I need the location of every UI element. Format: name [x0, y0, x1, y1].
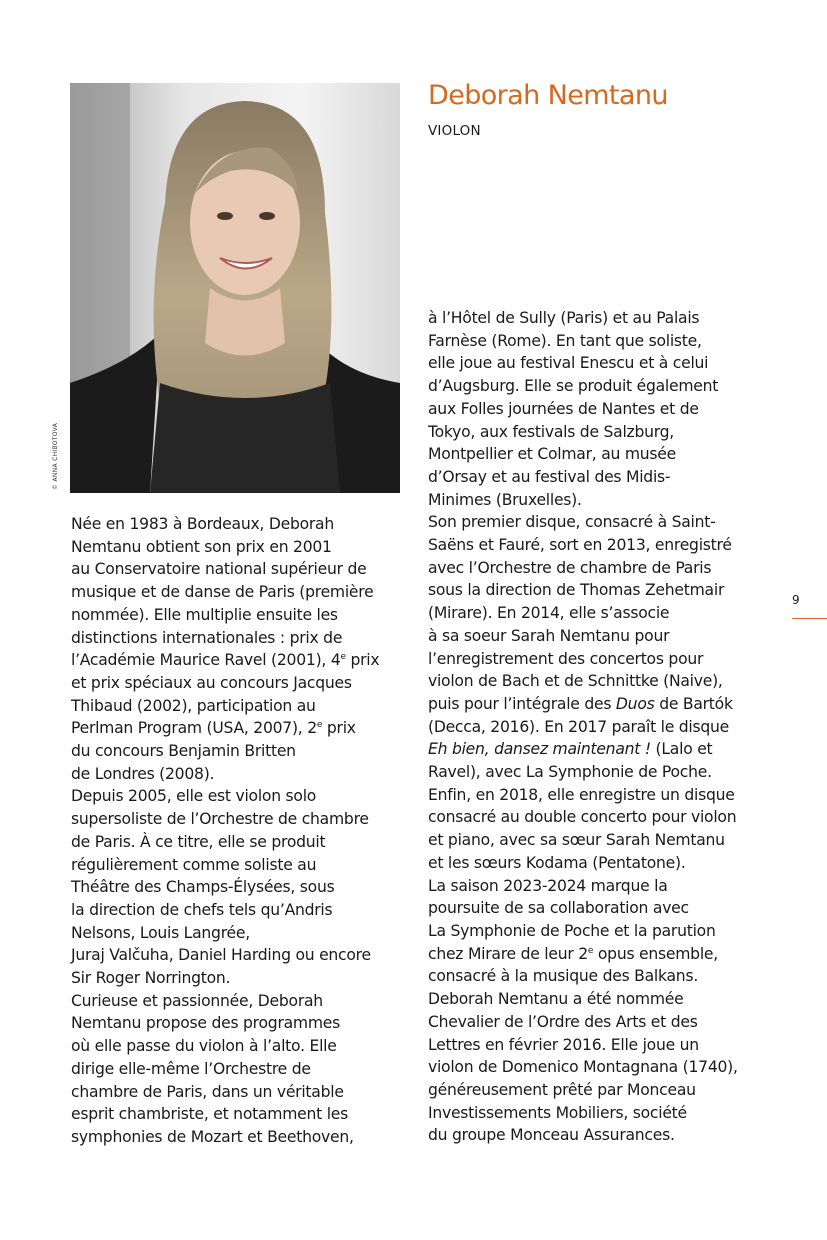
text-line: violon de Domenico Montagnana (1740), [428, 1058, 738, 1077]
text-line: Juraj Valčuha, Daniel Harding ou encore [71, 946, 371, 965]
text-line: Saëns et Fauré, sort en 2013, enregistré [428, 536, 732, 555]
text-line: du groupe Monceau Assurances. [428, 1126, 675, 1145]
text-line: Ravel), avec La Symphonie de Poche. [428, 763, 712, 782]
text-line: chambre de Paris, dans un véritable [71, 1082, 344, 1101]
text-line: dirige elle-même l’Orchestre de [71, 1059, 311, 1078]
text-line [428, 693, 738, 716]
text-line: La Symphonie de Poche et la parution [428, 921, 716, 940]
text-line: de Paris. À ce titre, elle se produit [71, 832, 326, 851]
text-line: Chevalier de l’Ordre des Arts et des [428, 1012, 698, 1031]
text-line: Nemtanu propose des programmes [71, 1014, 341, 1033]
text-line: Montpellier et Colmar, au musée [428, 445, 676, 464]
text-line: d’Augsburg. Elle se produit également [428, 377, 719, 396]
text-line: La saison 2023-2024 marque la [428, 876, 668, 895]
text-line: et piano, avec sa sœur Sarah Nemtanu [428, 831, 725, 850]
biography-column-1 [71, 513, 379, 1149]
text-line: Curieuse et passionnée, Deborah [71, 991, 323, 1010]
text-line: régulièrement comme soliste au [71, 855, 317, 874]
text-line: consacré au double concerto pour violon [428, 808, 737, 827]
album-title: Duos [615, 694, 655, 713]
text-line: et les sœurs Kodama (Pentatone). [428, 853, 686, 872]
text-line: violon de Bach et de Schnittke (Naive), [428, 672, 723, 691]
text-line: consacré à la musique des Balkans. [428, 967, 699, 986]
text-line: aux Folles journées de Nantes et de [428, 399, 699, 418]
text-line: supersoliste de l’Orchestre de chambre [71, 810, 369, 829]
album-title: Eh bien, dansez maintenant ! [428, 740, 651, 759]
text-span: chez Mirare de leur 2 [428, 944, 588, 963]
text-line: Farnèse (Rome). En tant que soliste, [428, 331, 702, 350]
ordinal-suffix: e [587, 945, 594, 956]
text-line [71, 717, 379, 740]
text-line: Tokyo, aux festivals de Salzburg, [428, 422, 674, 441]
text-line: Nelsons, Louis Langrée, [71, 923, 250, 942]
text-line: Minimes (Bruxelles). [428, 490, 582, 509]
text-line: Son premier disque, consacré à Saint- [428, 513, 716, 532]
ordinal-suffix: e [316, 720, 323, 731]
text-line: l’enregistrement des concertos pour [428, 649, 704, 668]
text-line: à l’Hôtel de Sully (Paris) et au Palais [428, 309, 700, 327]
text-line: et prix spéciaux au concours Jacques [71, 673, 352, 692]
text-line: du concours Benjamin Britten [71, 742, 296, 761]
photo-credit: © ANNA CHIBOTOVA [52, 422, 59, 490]
text-line: (Decca, 2016). En 2017 paraît le disque [428, 717, 730, 736]
portrait-photo [70, 83, 400, 493]
text-span: (Lalo et [650, 740, 713, 759]
artist-name: Deborah Nemtanu [428, 80, 668, 111]
text-line: Depuis 2005, elle est violon solo [71, 787, 317, 806]
text-span: Perlman Program (USA, 2007), 2 [71, 719, 317, 738]
text-line: Deborah Nemtanu a été nommée [428, 990, 684, 1009]
text-line: Lettres en février 2016. Elle joue un [428, 1035, 699, 1054]
text-line: de Londres (2008). [71, 764, 215, 783]
text-line: Théâtre des Champs-Élysées, sous [71, 878, 335, 897]
text-line: où elle passe du violon à l’alto. Elle [71, 1037, 337, 1056]
text-span: prix [345, 651, 380, 670]
text-line: Investissements Mobiliers, société [428, 1103, 687, 1122]
text-span: opus ensemble, [593, 944, 718, 963]
text-line: musique et de danse de Paris (première [71, 583, 374, 602]
text-line: Enfin, en 2018, elle enregistre un disque [428, 785, 735, 804]
text-line: généreusement prêté par Monceau [428, 1080, 696, 1099]
text-line [71, 649, 379, 672]
text-line: poursuite de sa collaboration avec [428, 899, 689, 918]
text-line: à sa soeur Sarah Nemtanu pour [428, 626, 670, 645]
text-line: symphonies de Mozart et Beethoven, [71, 1127, 354, 1146]
text-line [428, 943, 738, 966]
text-line: la direction de chefs tels qu’Andris [71, 900, 333, 919]
text-span: puis pour l’intégrale des [428, 694, 616, 713]
text-line: d’Orsay et au festival des Midis- [428, 467, 671, 486]
text-line [428, 738, 738, 761]
text-line: avec l’Orchestre de chambre de Paris [428, 558, 712, 577]
text-line: nommée). Elle multiplie ensuite les [71, 605, 338, 624]
text-line: elle joue au festival Enescu et à celui [428, 354, 709, 373]
text-line: Née en 1983 à Bordeaux, Deborah [71, 515, 334, 533]
artist-instrument: VIOLON [428, 123, 481, 139]
text-line: Thibaud (2002), participation au [71, 696, 316, 715]
text-line: au Conservatoire national supérieur de [71, 560, 367, 579]
text-line: esprit chambriste, et notamment les [71, 1105, 349, 1124]
text-line: distinctions internationales : prix de [71, 628, 343, 647]
biography-column-2 [428, 307, 738, 1147]
page-number: 9 [792, 593, 800, 607]
text-span: prix [322, 719, 356, 738]
text-line: Nemtanu obtient son prix en 2001 [71, 537, 332, 556]
text-line: Sir Roger Norrington. [71, 969, 231, 988]
ordinal-suffix: e [340, 652, 346, 663]
text-span: l’Académie Maurice Ravel (2001), 4 [71, 651, 341, 670]
text-line: sous la direction de Thomas Zehetmair [428, 581, 725, 600]
text-span: de Bartók [654, 694, 733, 713]
portrait-illustration [70, 83, 400, 493]
text-line: (Mirare). En 2014, elle s’associe [428, 604, 670, 623]
page-number-rule [792, 618, 827, 619]
